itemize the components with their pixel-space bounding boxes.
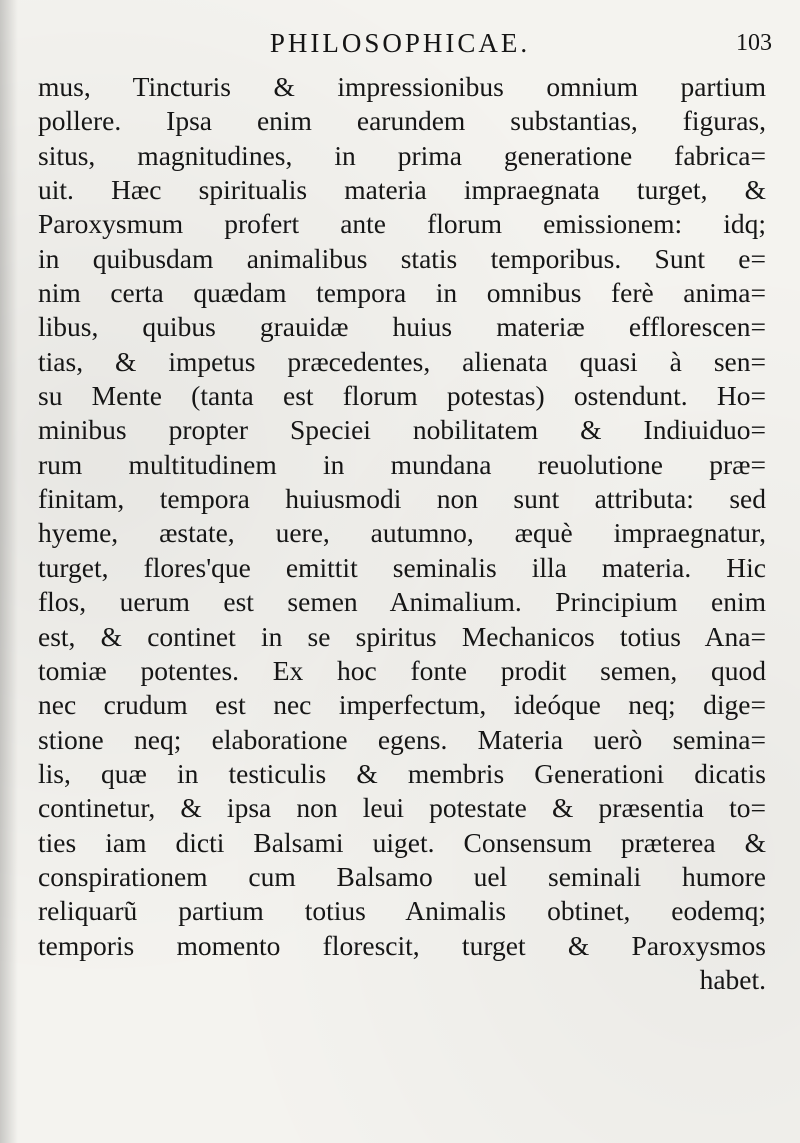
text-line: hyeme, æstate, uere, autumno, æquè impraegnatur, — [38, 517, 766, 549]
page-edge-shadow — [0, 0, 18, 1143]
text-line: conspirationem cum Balsamo uel seminali humore — [38, 860, 766, 892]
text-line: ties iam dicti Balsami uiget. Consensum præterea & — [38, 826, 766, 858]
text-line: pollere. Ipsa enim earundem substantias, figuras, — [38, 105, 766, 137]
text-line: temporis momento florescit, turget & Paroxysmos — [38, 929, 766, 961]
page-number: 103 — [736, 30, 772, 56]
text-block — [38, 70, 766, 997]
text-line: rum multitudinem in mundana reuolutione præ= — [38, 448, 766, 480]
running-head: PHILOSOPHICAE. — [269, 28, 531, 58]
text-line: minibus propter Speciei nobilitatem & Indiuiduo= — [38, 414, 766, 446]
text-line: stione neq; elaboratione egens. Materia uerò semina= — [38, 723, 766, 755]
text-line: su Mente (tanta est florum potestas) ostendunt. Ho= — [38, 380, 766, 412]
text-line: continetur, & ipsa non leui potestate & præsentia to= — [38, 792, 766, 824]
text-line: flos, uerum est semen Animalium. Principium enim — [38, 586, 766, 618]
text-line: nim certa quædam tempora in omnibus ferè anima= — [38, 277, 766, 309]
text-line: reliquarũ partium totius Animalis obtinet, eodemq; — [38, 895, 766, 927]
text-line: nec crudum est nec imperfectum, ideóque neq; dige= — [38, 689, 766, 721]
text-line: Paroxysmum profert ante florum emissionem: idq; — [38, 208, 766, 240]
text-line: turget, flores'que emittit seminalis illa materia. Hic — [38, 551, 766, 583]
text-line: tias, & impetus præcedentes, alienata quasi à sen= — [38, 345, 766, 377]
text-line: situs, magnitudines, in prima generatione fabrica= — [38, 139, 766, 171]
text-line: mus, Tincturis & impressionibus omnium partium — [38, 71, 766, 102]
text-line: finitam, tempora huiusmodi non sunt attributa: sed — [38, 483, 766, 515]
text-line-final: habet. — [699, 963, 766, 995]
text-line: uit. Hæc spiritualis materia impraegnata turget, & — [38, 174, 766, 206]
text-line: est, & continet in se spiritus Mechanicos totius Ana= — [38, 620, 766, 652]
text-line: lis, quæ in testiculis & membris Generationi dicatis — [38, 757, 766, 789]
text-line: in quibusdam animalibus statis temporibus. Sunt e= — [38, 242, 766, 274]
text-line: libus, quibus grauidæ huius materiæ efflorescen= — [38, 311, 766, 343]
text-line: tomiæ potentes. Ex hoc fonte prodit semen, quod — [38, 654, 766, 686]
